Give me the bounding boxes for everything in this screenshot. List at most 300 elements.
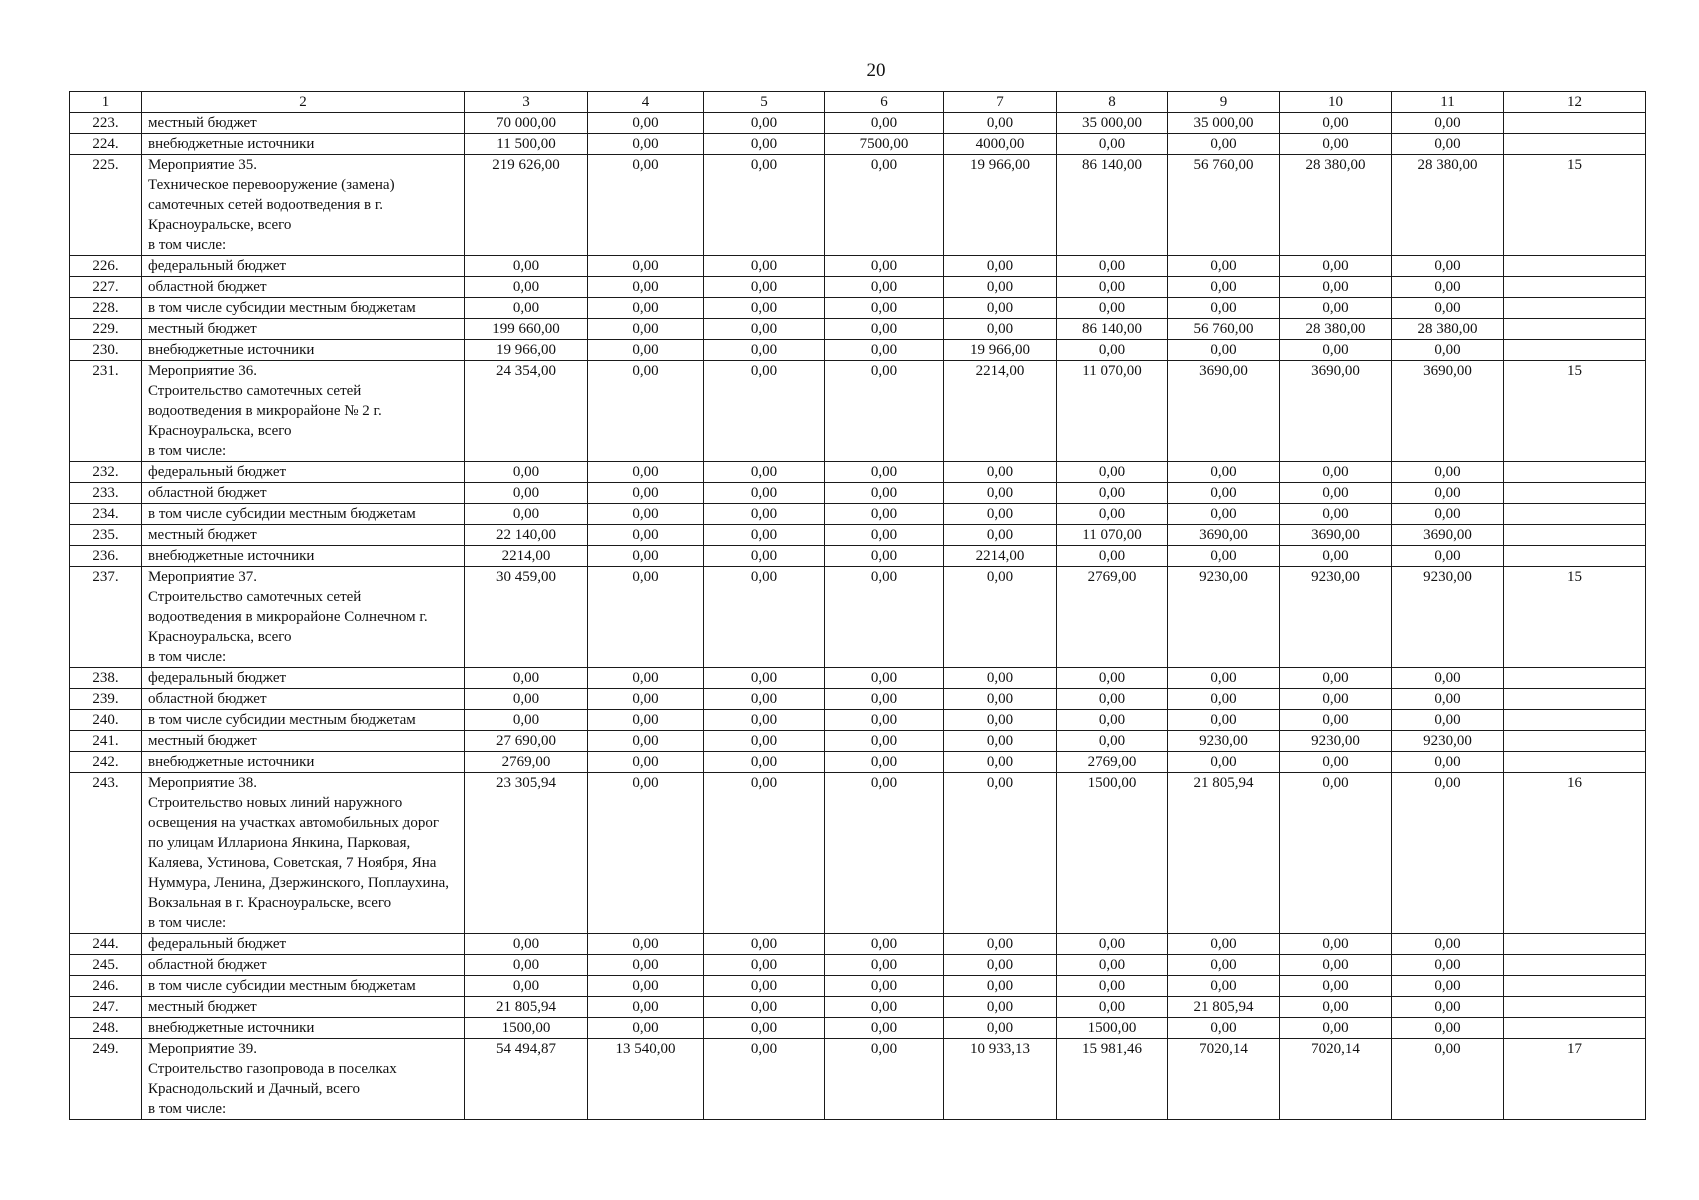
value-cell: 0,00 xyxy=(704,504,825,525)
value-cell: 0,00 xyxy=(1280,997,1392,1018)
value-cell: 2769,00 xyxy=(1057,567,1168,668)
column-header: 4 xyxy=(588,92,704,113)
table-row xyxy=(70,340,1646,361)
value-cell: 0,00 xyxy=(1168,462,1280,483)
row-number: 244. xyxy=(70,934,142,955)
table-row xyxy=(70,955,1646,976)
value-cell: 0,00 xyxy=(1168,689,1280,710)
table-row xyxy=(70,462,1646,483)
row-number: 247. xyxy=(70,997,142,1018)
value-cell: 0,00 xyxy=(1280,1018,1392,1039)
value-cell: 0,00 xyxy=(944,1018,1057,1039)
value-cell: 0,00 xyxy=(825,483,944,504)
value-cell: 219 626,00 xyxy=(465,155,588,256)
row-number: 223. xyxy=(70,113,142,134)
row-name: Мероприятие 37. Строительство самотечных сетей водоотведения в микрорайоне Солнечном г. Красноуральска, всего в том числе: xyxy=(142,567,465,668)
value-cell: 0,00 xyxy=(1392,752,1504,773)
value-cell: 0,00 xyxy=(588,976,704,997)
value-cell: 9230,00 xyxy=(1280,731,1392,752)
value-cell: 0,00 xyxy=(944,298,1057,319)
value-cell: 0,00 xyxy=(825,731,944,752)
value-cell: 0,00 xyxy=(1280,483,1392,504)
value-cell: 0,00 xyxy=(588,155,704,256)
value-cell: 0,00 xyxy=(1057,731,1168,752)
value-cell: 0,00 xyxy=(704,134,825,155)
value-cell: 0,00 xyxy=(588,668,704,689)
value-cell: 0,00 xyxy=(944,773,1057,934)
value-cell: 27 690,00 xyxy=(465,731,588,752)
column-header: 1 xyxy=(70,92,142,113)
value-cell: 0,00 xyxy=(1057,955,1168,976)
table-row xyxy=(70,256,1646,277)
column-number-row xyxy=(70,92,1646,113)
value-cell: 0,00 xyxy=(1392,277,1504,298)
value-cell: 0,00 xyxy=(1392,668,1504,689)
value-cell: 0,00 xyxy=(1392,934,1504,955)
value-cell: 0,00 xyxy=(944,934,1057,955)
row-name: внебюджетные источники xyxy=(142,134,465,155)
target-number-cell xyxy=(1504,134,1646,155)
value-cell: 24 354,00 xyxy=(465,361,588,462)
target-number-cell: 15 xyxy=(1504,567,1646,668)
table-row xyxy=(70,504,1646,525)
value-cell: 3690,00 xyxy=(1168,525,1280,546)
value-cell: 0,00 xyxy=(1392,1039,1504,1120)
value-cell: 0,00 xyxy=(1392,256,1504,277)
value-cell: 0,00 xyxy=(1392,773,1504,934)
row-name: местный бюджет xyxy=(142,525,465,546)
value-cell: 0,00 xyxy=(825,752,944,773)
value-cell: 15 981,46 xyxy=(1057,1039,1168,1120)
value-cell: 0,00 xyxy=(704,689,825,710)
target-number-cell xyxy=(1504,340,1646,361)
value-cell: 1500,00 xyxy=(1057,1018,1168,1039)
value-cell: 22 140,00 xyxy=(465,525,588,546)
value-cell: 0,00 xyxy=(704,752,825,773)
value-cell: 0,00 xyxy=(1057,934,1168,955)
target-number-cell xyxy=(1504,525,1646,546)
row-name: в том числе субсидии местным бюджетам xyxy=(142,976,465,997)
value-cell: 1500,00 xyxy=(465,1018,588,1039)
value-cell: 0,00 xyxy=(704,256,825,277)
row-name: областной бюджет xyxy=(142,689,465,710)
value-cell: 0,00 xyxy=(588,504,704,525)
value-cell: 0,00 xyxy=(1392,997,1504,1018)
value-cell: 0,00 xyxy=(465,689,588,710)
table-row xyxy=(70,668,1646,689)
row-name: в том числе субсидии местным бюджетам xyxy=(142,504,465,525)
value-cell: 0,00 xyxy=(944,976,1057,997)
column-header: 11 xyxy=(1392,92,1504,113)
value-cell: 0,00 xyxy=(825,689,944,710)
row-name: федеральный бюджет xyxy=(142,668,465,689)
value-cell: 0,00 xyxy=(465,976,588,997)
value-cell: 0,00 xyxy=(465,298,588,319)
value-cell: 7500,00 xyxy=(825,134,944,155)
value-cell: 0,00 xyxy=(1392,976,1504,997)
value-cell: 0,00 xyxy=(465,668,588,689)
row-number: 232. xyxy=(70,462,142,483)
value-cell: 0,00 xyxy=(944,483,1057,504)
value-cell: 70 000,00 xyxy=(465,113,588,134)
value-cell: 0,00 xyxy=(1280,298,1392,319)
value-cell: 21 805,94 xyxy=(1168,997,1280,1018)
value-cell: 0,00 xyxy=(944,752,1057,773)
value-cell: 0,00 xyxy=(825,504,944,525)
value-cell: 21 805,94 xyxy=(465,997,588,1018)
value-cell: 9230,00 xyxy=(1280,567,1392,668)
target-number-cell xyxy=(1504,689,1646,710)
value-cell: 0,00 xyxy=(465,504,588,525)
row-name: внебюджетные источники xyxy=(142,340,465,361)
row-name: внебюджетные источники xyxy=(142,546,465,567)
value-cell: 0,00 xyxy=(465,462,588,483)
value-cell: 0,00 xyxy=(825,1018,944,1039)
row-name: федеральный бюджет xyxy=(142,462,465,483)
value-cell: 0,00 xyxy=(1057,710,1168,731)
value-cell: 0,00 xyxy=(704,997,825,1018)
value-cell: 0,00 xyxy=(1392,340,1504,361)
value-cell: 0,00 xyxy=(704,113,825,134)
value-cell: 0,00 xyxy=(704,319,825,340)
value-cell: 0,00 xyxy=(1392,955,1504,976)
value-cell: 0,00 xyxy=(1057,546,1168,567)
row-number: 229. xyxy=(70,319,142,340)
value-cell: 0,00 xyxy=(825,546,944,567)
value-cell: 0,00 xyxy=(588,462,704,483)
value-cell: 0,00 xyxy=(1392,483,1504,504)
value-cell: 7020,14 xyxy=(1168,1039,1280,1120)
target-number-cell xyxy=(1504,955,1646,976)
value-cell: 28 380,00 xyxy=(1280,155,1392,256)
row-number: 238. xyxy=(70,668,142,689)
value-cell: 0,00 xyxy=(704,155,825,256)
value-cell: 0,00 xyxy=(588,1018,704,1039)
target-number-cell xyxy=(1504,710,1646,731)
value-cell: 0,00 xyxy=(1280,504,1392,525)
budget-table xyxy=(69,91,1646,1120)
row-name: в том числе субсидии местным бюджетам xyxy=(142,298,465,319)
value-cell: 11 500,00 xyxy=(465,134,588,155)
value-cell: 0,00 xyxy=(944,567,1057,668)
value-cell: 0,00 xyxy=(704,483,825,504)
row-number: 240. xyxy=(70,710,142,731)
value-cell: 0,00 xyxy=(704,976,825,997)
value-cell: 21 805,94 xyxy=(1168,773,1280,934)
value-cell: 0,00 xyxy=(1057,504,1168,525)
value-cell: 1500,00 xyxy=(1057,773,1168,934)
row-name: местный бюджет xyxy=(142,731,465,752)
value-cell: 0,00 xyxy=(1168,710,1280,731)
value-cell: 0,00 xyxy=(1392,134,1504,155)
row-name: внебюджетные источники xyxy=(142,752,465,773)
value-cell: 0,00 xyxy=(588,298,704,319)
value-cell: 0,00 xyxy=(1057,277,1168,298)
value-cell: 0,00 xyxy=(704,1039,825,1120)
value-cell: 0,00 xyxy=(1392,710,1504,731)
row-name: Мероприятие 38. Строительство новых линий наружного освещения на участках автомобильных дорог по улицам Иллариона Янкина, Парковая, Каляева, Устинова, Советская, 7 Ноября, Яна Нуммура, Ленина, Дзержинского, Поплаухина, Вокзальная в г. Красноуральске, всего в том числе: xyxy=(142,773,465,934)
value-cell: 0,00 xyxy=(1168,934,1280,955)
table-row xyxy=(70,976,1646,997)
column-header: 7 xyxy=(944,92,1057,113)
value-cell: 0,00 xyxy=(1280,773,1392,934)
value-cell: 0,00 xyxy=(1392,504,1504,525)
value-cell: 0,00 xyxy=(825,525,944,546)
value-cell: 54 494,87 xyxy=(465,1039,588,1120)
value-cell: 4000,00 xyxy=(944,134,1057,155)
value-cell: 9230,00 xyxy=(1392,567,1504,668)
row-number: 245. xyxy=(70,955,142,976)
value-cell: 0,00 xyxy=(825,773,944,934)
value-cell: 0,00 xyxy=(944,955,1057,976)
value-cell: 0,00 xyxy=(704,462,825,483)
value-cell: 35 000,00 xyxy=(1057,113,1168,134)
value-cell: 0,00 xyxy=(944,113,1057,134)
value-cell: 0,00 xyxy=(1168,340,1280,361)
value-cell: 0,00 xyxy=(704,1018,825,1039)
value-cell: 0,00 xyxy=(1057,976,1168,997)
value-cell: 0,00 xyxy=(1392,462,1504,483)
target-number-cell xyxy=(1504,997,1646,1018)
value-cell: 0,00 xyxy=(465,710,588,731)
value-cell: 0,00 xyxy=(588,934,704,955)
value-cell: 0,00 xyxy=(825,155,944,256)
table-row xyxy=(70,361,1646,462)
value-cell: 0,00 xyxy=(825,298,944,319)
row-number: 242. xyxy=(70,752,142,773)
row-number: 231. xyxy=(70,361,142,462)
value-cell: 0,00 xyxy=(825,277,944,298)
value-cell: 0,00 xyxy=(1057,483,1168,504)
table-row xyxy=(70,113,1646,134)
value-cell: 0,00 xyxy=(1280,134,1392,155)
row-name: местный бюджет xyxy=(142,113,465,134)
row-number: 249. xyxy=(70,1039,142,1120)
value-cell: 11 070,00 xyxy=(1057,361,1168,462)
value-cell: 0,00 xyxy=(588,340,704,361)
value-cell: 0,00 xyxy=(1057,134,1168,155)
column-header: 3 xyxy=(465,92,588,113)
table-row xyxy=(70,483,1646,504)
value-cell: 0,00 xyxy=(588,319,704,340)
value-cell: 0,00 xyxy=(588,955,704,976)
row-number: 225. xyxy=(70,155,142,256)
value-cell: 2769,00 xyxy=(1057,752,1168,773)
value-cell: 35 000,00 xyxy=(1168,113,1280,134)
value-cell: 0,00 xyxy=(1280,976,1392,997)
value-cell: 2214,00 xyxy=(944,546,1057,567)
target-number-cell: 15 xyxy=(1504,155,1646,256)
value-cell: 0,00 xyxy=(825,462,944,483)
value-cell: 3690,00 xyxy=(1392,525,1504,546)
column-header: 2 xyxy=(142,92,465,113)
column-header: 5 xyxy=(704,92,825,113)
table-row xyxy=(70,298,1646,319)
value-cell: 0,00 xyxy=(1168,483,1280,504)
value-cell: 0,00 xyxy=(588,689,704,710)
value-cell: 0,00 xyxy=(1280,955,1392,976)
row-number: 246. xyxy=(70,976,142,997)
page-number: 20 xyxy=(866,60,886,81)
value-cell: 0,00 xyxy=(825,256,944,277)
table-row xyxy=(70,525,1646,546)
value-cell: 0,00 xyxy=(1168,277,1280,298)
value-cell: 0,00 xyxy=(1392,546,1504,567)
row-name: федеральный бюджет xyxy=(142,256,465,277)
row-name: в том числе субсидии местным бюджетам xyxy=(142,710,465,731)
value-cell: 0,00 xyxy=(1280,113,1392,134)
value-cell: 19 966,00 xyxy=(944,340,1057,361)
value-cell: 0,00 xyxy=(944,277,1057,298)
table-row xyxy=(70,319,1646,340)
value-cell: 11 070,00 xyxy=(1057,525,1168,546)
target-number-cell xyxy=(1504,934,1646,955)
value-cell: 86 140,00 xyxy=(1057,319,1168,340)
value-cell: 28 380,00 xyxy=(1280,319,1392,340)
target-number-cell: 15 xyxy=(1504,361,1646,462)
value-cell: 2769,00 xyxy=(465,752,588,773)
value-cell: 3690,00 xyxy=(1392,361,1504,462)
value-cell: 0,00 xyxy=(704,361,825,462)
value-cell: 3690,00 xyxy=(1280,525,1392,546)
value-cell: 0,00 xyxy=(825,668,944,689)
value-cell: 0,00 xyxy=(944,504,1057,525)
value-cell: 0,00 xyxy=(588,546,704,567)
value-cell: 3690,00 xyxy=(1280,361,1392,462)
value-cell: 0,00 xyxy=(704,668,825,689)
value-cell: 0,00 xyxy=(1280,710,1392,731)
value-cell: 56 760,00 xyxy=(1168,155,1280,256)
target-number-cell xyxy=(1504,546,1646,567)
value-cell: 0,00 xyxy=(825,567,944,668)
table-row xyxy=(70,731,1646,752)
value-cell: 0,00 xyxy=(1168,976,1280,997)
row-name: местный бюджет xyxy=(142,319,465,340)
row-number: 228. xyxy=(70,298,142,319)
value-cell: 0,00 xyxy=(825,113,944,134)
row-number: 243. xyxy=(70,773,142,934)
value-cell: 0,00 xyxy=(704,340,825,361)
value-cell: 0,00 xyxy=(1280,934,1392,955)
value-cell: 0,00 xyxy=(1057,462,1168,483)
value-cell: 0,00 xyxy=(825,710,944,731)
value-cell: 0,00 xyxy=(825,1039,944,1120)
value-cell: 0,00 xyxy=(1168,298,1280,319)
row-name: местный бюджет xyxy=(142,997,465,1018)
table-row xyxy=(70,752,1646,773)
value-cell: 0,00 xyxy=(1057,298,1168,319)
table-row xyxy=(70,997,1646,1018)
target-number-cell: 16 xyxy=(1504,773,1646,934)
value-cell: 0,00 xyxy=(704,955,825,976)
value-cell: 13 540,00 xyxy=(588,1039,704,1120)
value-cell: 0,00 xyxy=(1392,298,1504,319)
value-cell: 9230,00 xyxy=(1168,567,1280,668)
value-cell: 0,00 xyxy=(704,525,825,546)
row-name: Мероприятие 35. Техническое перевооружение (замена) самотечных сетей водоотведения в г. Красноуральске, всего в том числе: xyxy=(142,155,465,256)
row-number: 235. xyxy=(70,525,142,546)
table-row xyxy=(70,567,1646,668)
value-cell: 19 966,00 xyxy=(465,340,588,361)
value-cell: 0,00 xyxy=(588,567,704,668)
row-name: Мероприятие 36. Строительство самотечных сетей водоотведения в микрорайоне № 2 г. Красноуральска, всего в том числе: xyxy=(142,361,465,462)
table-row xyxy=(70,277,1646,298)
value-cell: 0,00 xyxy=(1057,997,1168,1018)
target-number-cell xyxy=(1504,1018,1646,1039)
value-cell: 0,00 xyxy=(588,731,704,752)
value-cell: 0,00 xyxy=(588,752,704,773)
table-row xyxy=(70,773,1646,934)
row-number: 230. xyxy=(70,340,142,361)
row-name: Мероприятие 39. Строительство газопровода в поселках Краснодольский и Дачный, всего в том числе: xyxy=(142,1039,465,1120)
value-cell: 0,00 xyxy=(1280,462,1392,483)
row-name: внебюджетные источники xyxy=(142,1018,465,1039)
value-cell: 0,00 xyxy=(1057,689,1168,710)
row-number: 224. xyxy=(70,134,142,155)
column-header: 10 xyxy=(1280,92,1392,113)
value-cell: 0,00 xyxy=(825,997,944,1018)
value-cell: 23 305,94 xyxy=(465,773,588,934)
row-name: областной бюджет xyxy=(142,277,465,298)
value-cell: 0,00 xyxy=(1168,134,1280,155)
column-header: 9 xyxy=(1168,92,1280,113)
table-row xyxy=(70,1018,1646,1039)
value-cell: 0,00 xyxy=(704,710,825,731)
value-cell: 0,00 xyxy=(1392,113,1504,134)
value-cell: 0,00 xyxy=(704,567,825,668)
value-cell: 0,00 xyxy=(1168,955,1280,976)
value-cell: 0,00 xyxy=(944,462,1057,483)
value-cell: 0,00 xyxy=(825,976,944,997)
value-cell: 0,00 xyxy=(1168,256,1280,277)
row-number: 236. xyxy=(70,546,142,567)
value-cell: 0,00 xyxy=(1168,546,1280,567)
value-cell: 0,00 xyxy=(944,668,1057,689)
value-cell: 0,00 xyxy=(1168,668,1280,689)
row-number: 233. xyxy=(70,483,142,504)
value-cell: 0,00 xyxy=(1280,752,1392,773)
row-number: 237. xyxy=(70,567,142,668)
value-cell: 0,00 xyxy=(588,997,704,1018)
value-cell: 0,00 xyxy=(944,689,1057,710)
value-cell: 0,00 xyxy=(1280,340,1392,361)
value-cell: 28 380,00 xyxy=(1392,319,1504,340)
table-body xyxy=(70,113,1646,1120)
value-cell: 0,00 xyxy=(1168,752,1280,773)
target-number-cell xyxy=(1504,319,1646,340)
value-cell: 0,00 xyxy=(588,113,704,134)
column-header: 8 xyxy=(1057,92,1168,113)
value-cell: 19 966,00 xyxy=(944,155,1057,256)
value-cell: 0,00 xyxy=(588,483,704,504)
value-cell: 7020,14 xyxy=(1280,1039,1392,1120)
value-cell: 0,00 xyxy=(588,134,704,155)
target-number-cell xyxy=(1504,256,1646,277)
value-cell: 0,00 xyxy=(825,955,944,976)
value-cell: 0,00 xyxy=(825,340,944,361)
target-number-cell xyxy=(1504,976,1646,997)
value-cell: 0,00 xyxy=(1057,256,1168,277)
value-cell: 3690,00 xyxy=(1168,361,1280,462)
value-cell: 0,00 xyxy=(825,934,944,955)
target-number-cell xyxy=(1504,277,1646,298)
table-row xyxy=(70,710,1646,731)
row-number: 248. xyxy=(70,1018,142,1039)
value-cell: 0,00 xyxy=(1280,256,1392,277)
value-cell: 0,00 xyxy=(825,361,944,462)
target-number-cell xyxy=(1504,113,1646,134)
value-cell: 0,00 xyxy=(1392,1018,1504,1039)
